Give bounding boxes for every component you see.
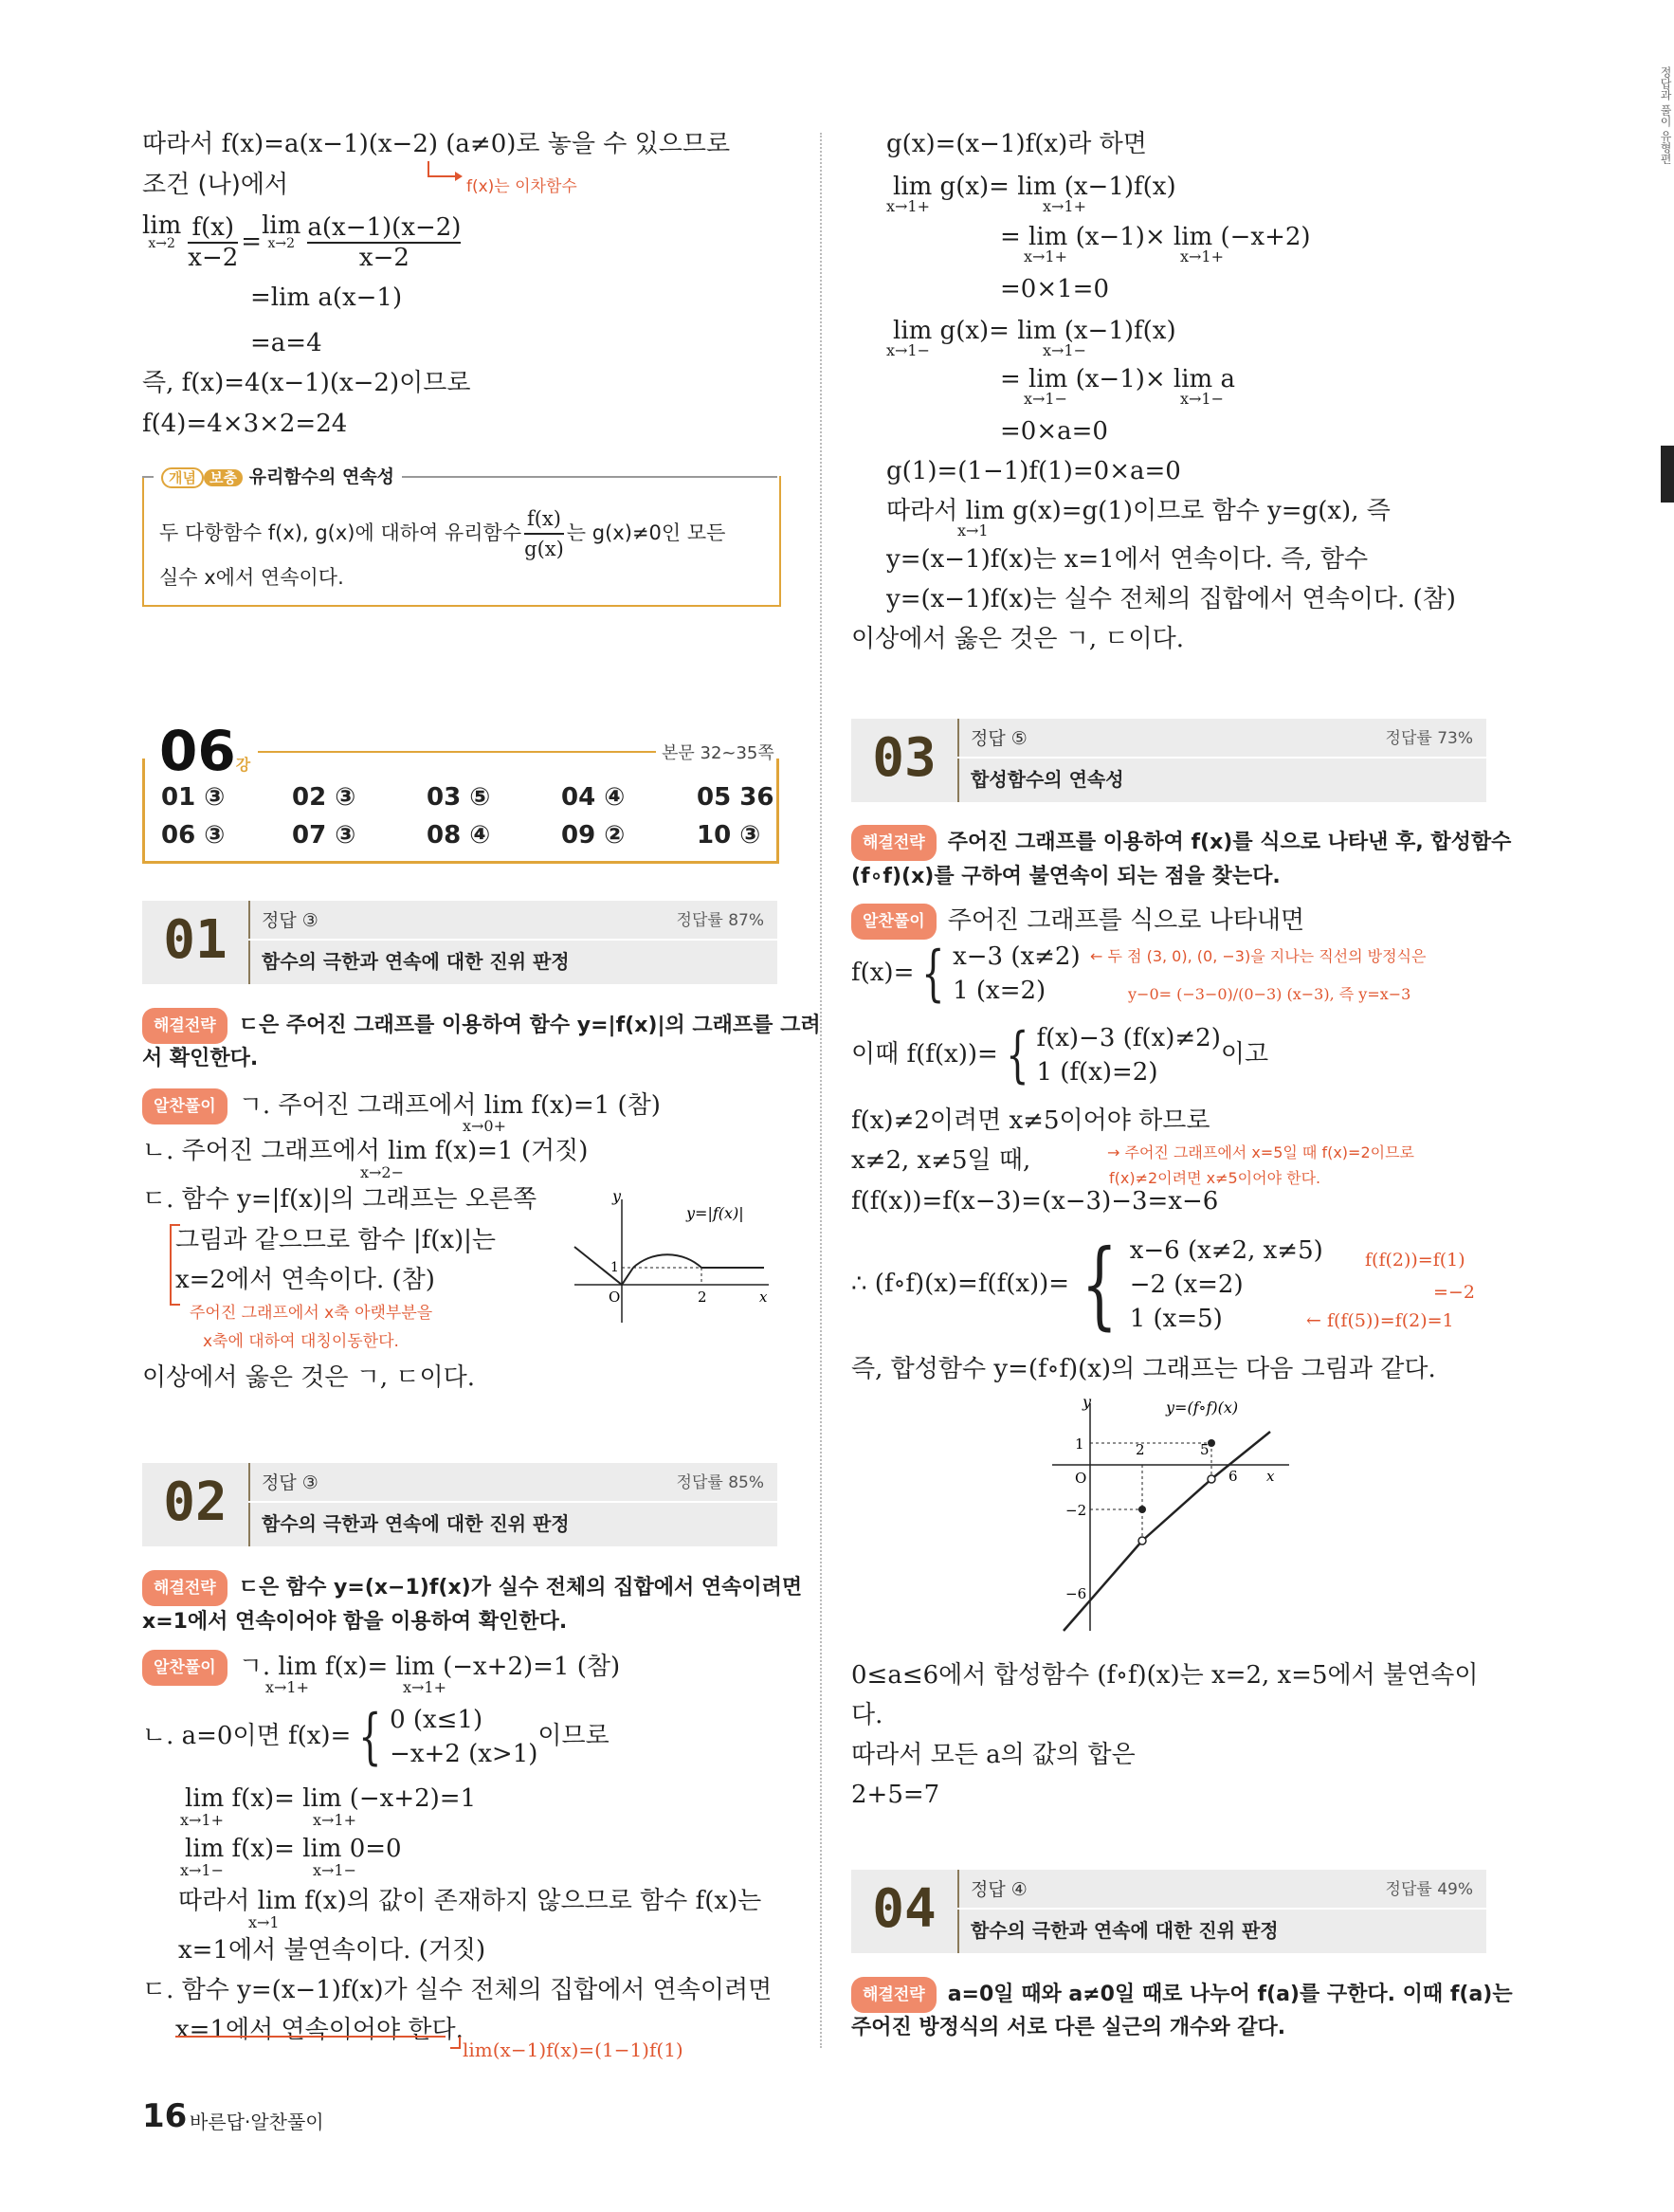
svg-text:−6: −6 (1065, 1585, 1087, 1602)
right-line-5: lim g(x)= lim (x−1)f(x) (893, 317, 1176, 345)
q01-graph-label: y=|f(x)| (686, 1204, 744, 1222)
q03-sol-6: 즉, 합성함수 y=(f∘f)(x)의 그래프는 다음 그림과 같다. (851, 1355, 1436, 1383)
q03-sol-4: f(f(x))=f(x−3)=(x−3)−3=x−6 (851, 1187, 1219, 1216)
q02-sol-3: lim f(x)= lim (−x+2)=1 (185, 1784, 477, 1813)
svg-text:O: O (1075, 1470, 1087, 1487)
q02-rate: 정답률 85% (676, 1473, 764, 1492)
q01-conclusion: 이상에서 옳은 것은 ㄱ, ㄷ이다. (142, 1363, 475, 1392)
right-line-11: y=(x−1)f(x)는 실수 전체의 집합에서 연속이다. (참) (886, 585, 1456, 613)
note-quadratic: f(x)는 이차함수 (466, 177, 577, 196)
q03-sol-3: x≠2, x≠5일 때, (851, 1146, 1031, 1175)
left-line-7: f(4)=4×3×2=24 (142, 410, 348, 438)
q04-rate: 정답률 49% (1385, 1880, 1473, 1899)
q01-sol-2: ㄴ. 주어진 그래프에서 lim f(x)=1 (거짓) (142, 1137, 589, 1165)
svg-text:y: y (612, 1190, 622, 1205)
svg-text:y: y (1083, 1394, 1092, 1411)
q01-sol-5: x=2에서 연속이다. (참) (175, 1266, 435, 1294)
concept-title: 유리함수의 연속성 (248, 466, 395, 487)
answer-item: 02 ③ (292, 783, 356, 812)
q03-note3c: ← f(f(5))=f(2)=1 (1306, 1310, 1454, 1331)
q01-sol-1: 알찬풀이 ㄱ. 주어진 그래프에서 lim f(x)=1 (참) (142, 1088, 661, 1124)
right-line-4: =0×1=0 (1000, 275, 1109, 303)
q03-note-line: ← 두 점 (3, 0), (0, −3)을 지나는 직선의 방정식은 (1090, 947, 1427, 965)
q03-sol-2: f(x)≠2이려면 x≠5이어야 하므로 (851, 1106, 1210, 1135)
q02-sol-7: ㄷ. 함수 y=(x−1)f(x)가 실수 전체의 집합에서 연속이려면 (142, 1976, 773, 2004)
right-line-8: g(1)=(1−1)f(1)=0×a=0 (886, 457, 1181, 485)
q03-note2a: → 주어진 그래프에서 x=5일 때 f(x)=2이므로 (1107, 1143, 1414, 1161)
arrow-to-note (427, 159, 464, 188)
q02-sol-6: x=1에서 불연속이다. (거짓) (178, 1936, 486, 1965)
q03-sol-9: 따라서 모든 a의 값의 합은 (851, 1741, 1136, 1769)
q03-note-eq: y−0= (−3−0)/(0−3) (x−3), 즉 y=x−3 (1128, 985, 1411, 1003)
right-line-1: g(x)=(x−1)f(x)라 하면 (886, 130, 1147, 158)
q03-strategy-2: (f∘f)(x)를 구하여 불연속이 되는 점을 찾는다. (851, 865, 1281, 888)
q04-number: 04 (851, 1870, 959, 1953)
q03-number: 03 (851, 719, 959, 802)
q01-title: 함수의 극한과 연속에 대한 진위 판정 (262, 950, 570, 973)
answer-item: 08 ④ (427, 821, 491, 850)
q03-ff-def: 이때 f(f(x))= { f(x)−3 (f(x)≠2) 1 (f(x)=2) 이고 (851, 1020, 1269, 1090)
q01-answer: 정답 ③ (262, 910, 318, 931)
left-line-5: =a=4 (250, 329, 322, 357)
q01-number: 01 (142, 901, 250, 984)
q03-note3b: =−2 (1433, 1282, 1475, 1303)
q02-sol-2: ㄴ. a=0이면 f(x)= { 0 (x≤1) −x+2 (x>1) 이므로 (142, 1702, 610, 1772)
svg-text:5: 5 (1200, 1441, 1210, 1458)
limit-equation: lim x→2 $\frac{f(x)}{x-2}$ =lim x→2 $\frac{a(x-1)(x-2)}{x-2}$ (142, 211, 462, 272)
q03-graph-label: y=(f∘f)(x) (1166, 1398, 1239, 1417)
q01-strategy: 해결전략 ㄷ은 주어진 그래프를 이용하여 함수 y=|f(x)|의 그래프를 그려 (142, 1008, 821, 1044)
q03-note2b: f(x)≠2이려면 x≠5이어야 한다. (1109, 1169, 1321, 1187)
unit-number: 06강 (159, 719, 251, 783)
left-line-4: =lim a(x−1) (250, 283, 403, 312)
concept-header: 개념 보충 유리함수의 연속성 (154, 463, 402, 488)
q03-header (851, 719, 1486, 802)
q02-sol-4: lim f(x)= lim 0=0 (185, 1835, 402, 1863)
left-line-6: 즉, f(x)=4(x−1)(x−2)이므로 (142, 369, 471, 397)
svg-text:1: 1 (610, 1260, 619, 1275)
answer-item: 09 ② (561, 821, 626, 850)
q02-title: 함수의 극한과 연속에 대한 진위 판정 (262, 1512, 570, 1535)
right-line-3: = lim (x−1)× lim (−x+2) (1000, 223, 1311, 251)
q03-sol-8: 다. (851, 1701, 883, 1729)
q03-strategy: 해결전략 주어진 그래프를 이용하여 f(x)를 식으로 나타낸 후, 합성함수 (851, 825, 1511, 861)
edge-tab-marker (1661, 446, 1674, 503)
svg-text:x: x (1266, 1468, 1275, 1485)
svg-text:O: O (609, 1289, 621, 1306)
q04-answer: 정답 ④ (971, 1879, 1028, 1900)
svg-text:−2: −2 (1065, 1502, 1087, 1519)
q04-strategy: 해결전략 a=0일 때와 a≠0일 때로 나누어 f(a)를 구한다. 이때 f(a)는 (851, 1977, 1513, 2013)
q03-answer: 정답 ⑤ (971, 728, 1028, 749)
concept-text-1: 두 다항함수 f(x), g(x)에 대하여 유리함수 $\frac{f(x)}{g(x)}$ 는 g(x)≠0인 모든 (159, 504, 725, 563)
q02-strategy: 해결전략 ㄷ은 함수 y=(x−1)f(x)가 실수 전체의 집합에서 연속이려면 (142, 1570, 802, 1606)
q01-graph (565, 1190, 783, 1332)
q03-f-def: f(x)= { x−3 (x≠2) 1 (x=2) (851, 939, 1081, 1009)
q01-note-2: x축에 대하여 대칭이동한다. (203, 1332, 399, 1351)
q03-title: 합성함수의 연속성 (971, 768, 1124, 791)
right-line-2: lim g(x)= lim (x−1)f(x) (893, 173, 1176, 201)
q02-sol-8: x=1에서 연속이어야 한다. (175, 2016, 464, 2044)
answer-item: 03 ⑤ (427, 783, 491, 812)
q03-sol-7: 0≤a≤6에서 합성함수 (f∘f)(x)는 x=2, x=5에서 불연속이 (851, 1661, 1479, 1690)
q02-header (142, 1463, 777, 1546)
answer-item: 04 ④ (561, 783, 626, 812)
q01-note-1: 주어진 그래프에서 x축 아랫부분을 (190, 1304, 433, 1323)
svg-text:x: x (759, 1289, 768, 1306)
q04-title: 함수의 극한과 연속에 대한 진위 판정 (971, 1919, 1279, 1942)
q02-sol-1: 알찬풀이 ㄱ. lim f(x)= lim (−x+2)=1 (참) (142, 1650, 620, 1686)
answer-item: 01 ③ (161, 783, 226, 812)
right-line-12: 이상에서 옳은 것은 ㄱ, ㄷ이다. (851, 625, 1184, 653)
svg-text:2: 2 (698, 1289, 707, 1306)
right-line-9: 따라서 lim g(x)=g(1)이므로 함수 y=g(x), 즉 (886, 497, 1391, 525)
left-line-1: 따라서 f(x)=a(x−1)(x−2) (a≠0)로 놓을 수 있으므로 (142, 130, 731, 158)
q01-sol-4: 그림과 같으므로 함수 |f(x)|는 (175, 1226, 497, 1254)
svg-text:1: 1 (1075, 1435, 1084, 1453)
svg-text:6: 6 (1228, 1468, 1238, 1485)
q03-sol-1: 알찬풀이 주어진 그래프를 식으로 나타내면 (851, 904, 1304, 940)
answer-item: 05 36 (697, 783, 774, 812)
answer-item: 10 ③ (697, 821, 761, 850)
q02-strategy-2: x=1에서 연속이어야 함을 이용하여 확인한다. (142, 1610, 568, 1634)
left-line-2: 조건 (나)에서 (142, 171, 289, 199)
q02-note: lim(x−1)f(x)=(1−1)f(1) (463, 2038, 683, 2061)
svg-text:2: 2 (1136, 1441, 1145, 1458)
q02-sol-5: 따라서 lim f(x)의 값이 존재하지 않으므로 함수 f(x)는 (178, 1887, 762, 1915)
column-divider (820, 133, 822, 2048)
unit-pages: 본문 32~35쪽 (662, 743, 774, 763)
q03-composite: ∴ (f∘f)(x)=f(f(x))= { x−6 (x≠2, x≠5) −2 (x=2) 1 (x=5) (851, 1229, 1323, 1340)
concept-text-2: 실수 x에서 연속이다. (159, 566, 344, 589)
page-number: 16 (142, 2097, 188, 2135)
right-line-10: y=(x−1)f(x)는 x=1에서 연속이다. 즉, 함수 (886, 545, 1369, 574)
edge-tab-text: 정답과 풀이 유형편 (1659, 66, 1672, 165)
q01-strategy-2: 서 확인한다. (142, 1047, 259, 1070)
footer-label: 바른답·알찬풀이 (190, 2111, 324, 2133)
q01-sol-3: ㄷ. 함수 y=|f(x)|의 그래프는 오른쪽 (142, 1185, 537, 1214)
q01-rate: 정답률 87% (676, 911, 764, 930)
q02-answer: 정답 ③ (262, 1472, 318, 1493)
q04-header (851, 1870, 1486, 1953)
q03-graph (1043, 1394, 1299, 1640)
q01-header (142, 901, 777, 984)
answer-item: 07 ③ (292, 821, 356, 850)
q03-rate: 정답률 73% (1385, 729, 1473, 748)
right-line-6: = lim (x−1)× lim a (1000, 365, 1235, 393)
q02-number: 02 (142, 1463, 250, 1546)
answer-item: 06 ③ (161, 821, 226, 850)
q04-strategy-2: 주어진 방정식의 서로 다른 실근의 개수와 같다. (851, 2016, 1286, 2039)
q03-note3a: f(f(2))=f(1) (1365, 1250, 1465, 1271)
right-line-7: =0×a=0 (1000, 417, 1108, 446)
q03-sol-10: 2+5=7 (851, 1781, 940, 1809)
